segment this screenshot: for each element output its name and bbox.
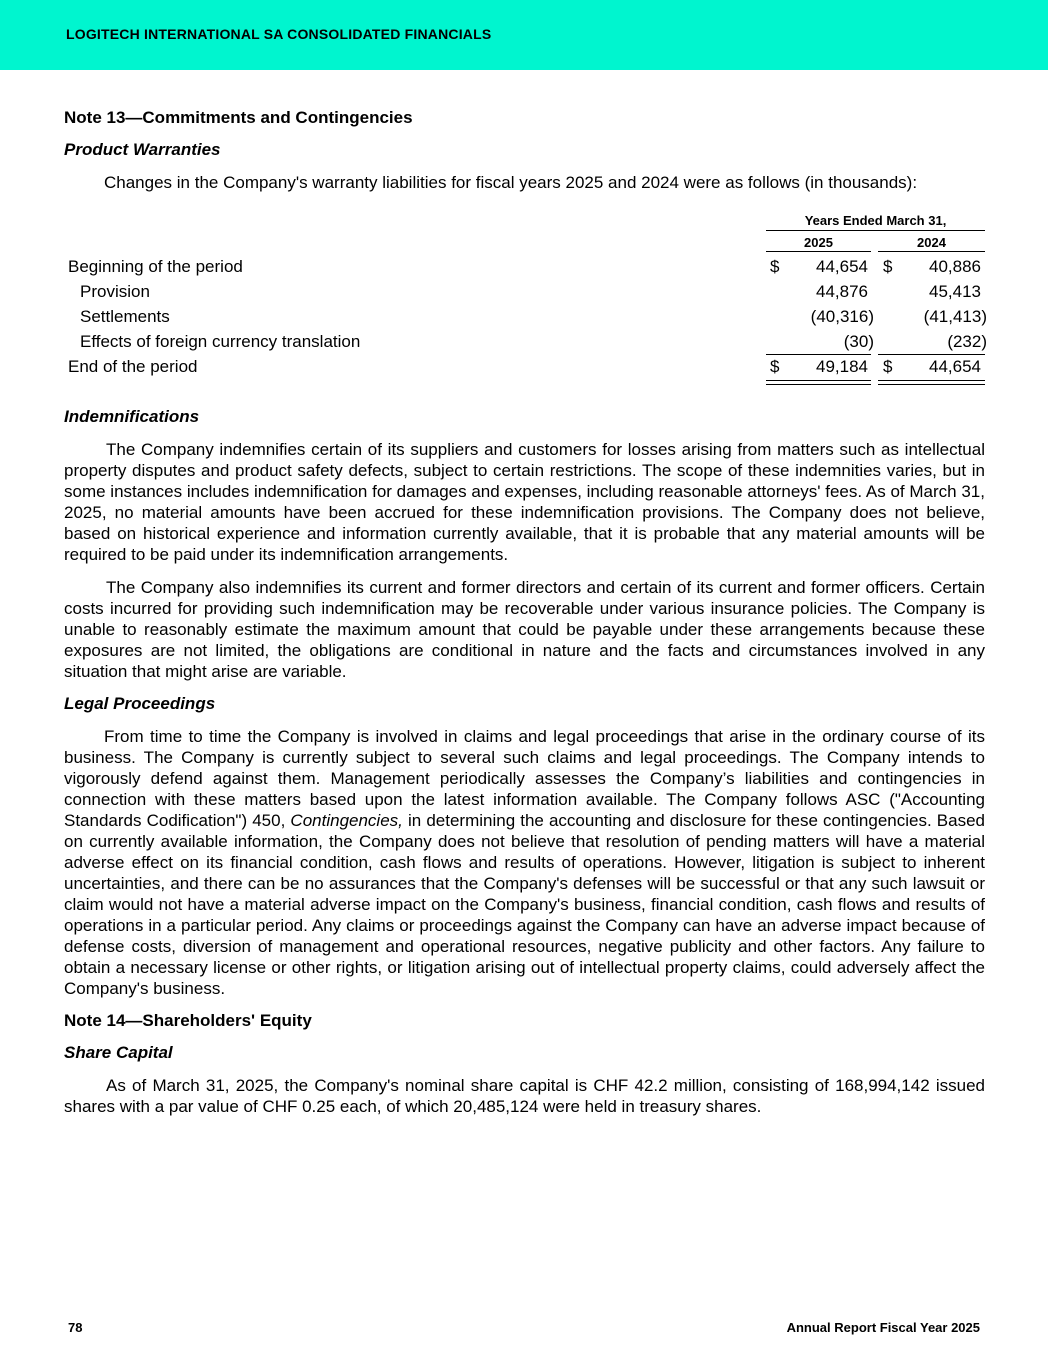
- indemnifications-heading: Indemnifications: [64, 407, 200, 426]
- table-year-2024: 2024: [878, 235, 985, 252]
- value-2025: 44,654: [816, 257, 868, 276]
- contingencies-italic: Contingencies,: [290, 811, 403, 830]
- total-double-rule: [878, 380, 985, 385]
- value-2024: (41,413): [923, 307, 987, 326]
- table-row: [68, 305, 985, 329]
- page-number: 78: [68, 1320, 83, 1335]
- share-capital-heading: Share Capital: [64, 1043, 173, 1062]
- table-year-2025: 2025: [766, 235, 871, 252]
- warranty-intro: Changes in the Company's warranty liabilities for fiscal years 2025 and 2024 were as follows (in thousands):: [104, 173, 918, 192]
- share-capital-paragraph: As of March 31, 2025, the Company's nominal share capital is CHF 42.2 million, consisting of 168,994,142 issued shares with a par value of CHF 0.25 each, of which 20,485,124 were held in treasury shares.: [64, 1076, 985, 1116]
- legal-text-part-1: From time to time the Company is involved in claims and legal proceedings that arise in the ordinary course of its business. The Company is currently subject to several such claims and legal proceedings. The Company intends to vigorously defend against them. Management periodically assesses the Company’s liabilities and contingencies in connection with these matters based upon the latest information available. The Company follows ASC ("Accounting Standards Codification") 450,: [64, 727, 985, 830]
- value-2025: 44,876: [816, 282, 868, 301]
- header-banner: [0, 0, 1048, 70]
- table-row: [68, 280, 985, 304]
- product-warranties-heading: Product Warranties: [64, 140, 221, 159]
- currency-symbol: $: [770, 257, 780, 276]
- indemnifications-paragraph-2: The Company also indemnifies its current and former directors and certain of its current and former officers. Certain costs incurred for providing such indemnification may be recoverable under various insurance policies. The Company is unable to reasonably estimate the maximum amount that could be payable under these arrangements because these exposures are not limited, the obligations are conditional in nature and the facts and circumstances involved in any situation that might arise are variable.: [64, 578, 985, 681]
- row-label: Provision: [80, 282, 150, 301]
- row-label: Settlements: [80, 307, 170, 326]
- currency-symbol: $: [883, 357, 893, 376]
- row-label: End of the period: [68, 357, 198, 376]
- currency-symbol: $: [770, 357, 780, 376]
- legal-proceedings-paragraph: [64, 726, 985, 999]
- value-2024: 40,886: [929, 257, 981, 276]
- table-period-header: Years Ended March 31,: [766, 213, 985, 231]
- indemnifications-paragraph-1: The Company indemnifies certain of its suppliers and customers for losses arising from matters such as intellectual property disputes and product safety defects, subject to certain restrictions. The scope of these indemnities varies, but in some instances includes indemnification for damages and expenses, including reasonable attorneys' fees. As of March 31, 2025, no material amounts have been accrued for these indemnification provisions. The Company does not believe, based on historical experience and information currently available, that it is probable that any material amounts will be required to be paid under its indemnification arrangements.: [64, 440, 985, 564]
- row-label: Beginning of the period: [68, 257, 243, 276]
- table-row: [68, 355, 985, 379]
- report-title: Annual Report Fiscal Year 2025: [786, 1320, 980, 1335]
- value-2024: 45,413: [929, 282, 981, 301]
- row-label: Effects of foreign currency translation: [80, 332, 361, 351]
- total-double-rule: [766, 380, 871, 385]
- value-2025: 49,184: [816, 357, 868, 376]
- legal-text-part-2: in determining the accounting and disclosure for these contingencies. Based on currently available information, the Company does not believe that resolution of pending matters will have a material adverse effect on its financial condition, cash flows and results of operations. However, litigation is subject to inherent uncertainties, and there can be no assurances that the Company's defenses will be successful or that any such lawsuit or claim would not have a material adverse impact on the Company's business, financial condition, cash flows and results of operations in a particular period. Any claims or proceedings against the Company can have an adverse impact because of defense costs, diversion of management and operational resources, negative publicity and other factors. Any failure to obtain a necessary license or other rights, or litigation arising out of intellectual property claims, could adversely affect the Company's business.: [64, 811, 985, 998]
- page-content: [64, 108, 985, 1129]
- note-13-title: Note 13—Commitments and Contingencies: [64, 108, 413, 127]
- value-2024: (232): [947, 332, 987, 351]
- value-2025: (40,316): [810, 307, 874, 326]
- warranty-table: [64, 213, 985, 399]
- legal-proceedings-heading: Legal Proceedings: [64, 694, 216, 713]
- value-2024: 44,654: [929, 357, 981, 376]
- currency-symbol: $: [883, 257, 893, 276]
- table-row: [68, 255, 985, 279]
- table-row: [68, 330, 985, 354]
- note-14-title: Note 14—Shareholders' Equity: [64, 1011, 312, 1030]
- document-title: LOGITECH INTERNATIONAL SA CONSOLIDATED FINANCIALS: [66, 26, 492, 42]
- value-2025: (30): [843, 332, 874, 351]
